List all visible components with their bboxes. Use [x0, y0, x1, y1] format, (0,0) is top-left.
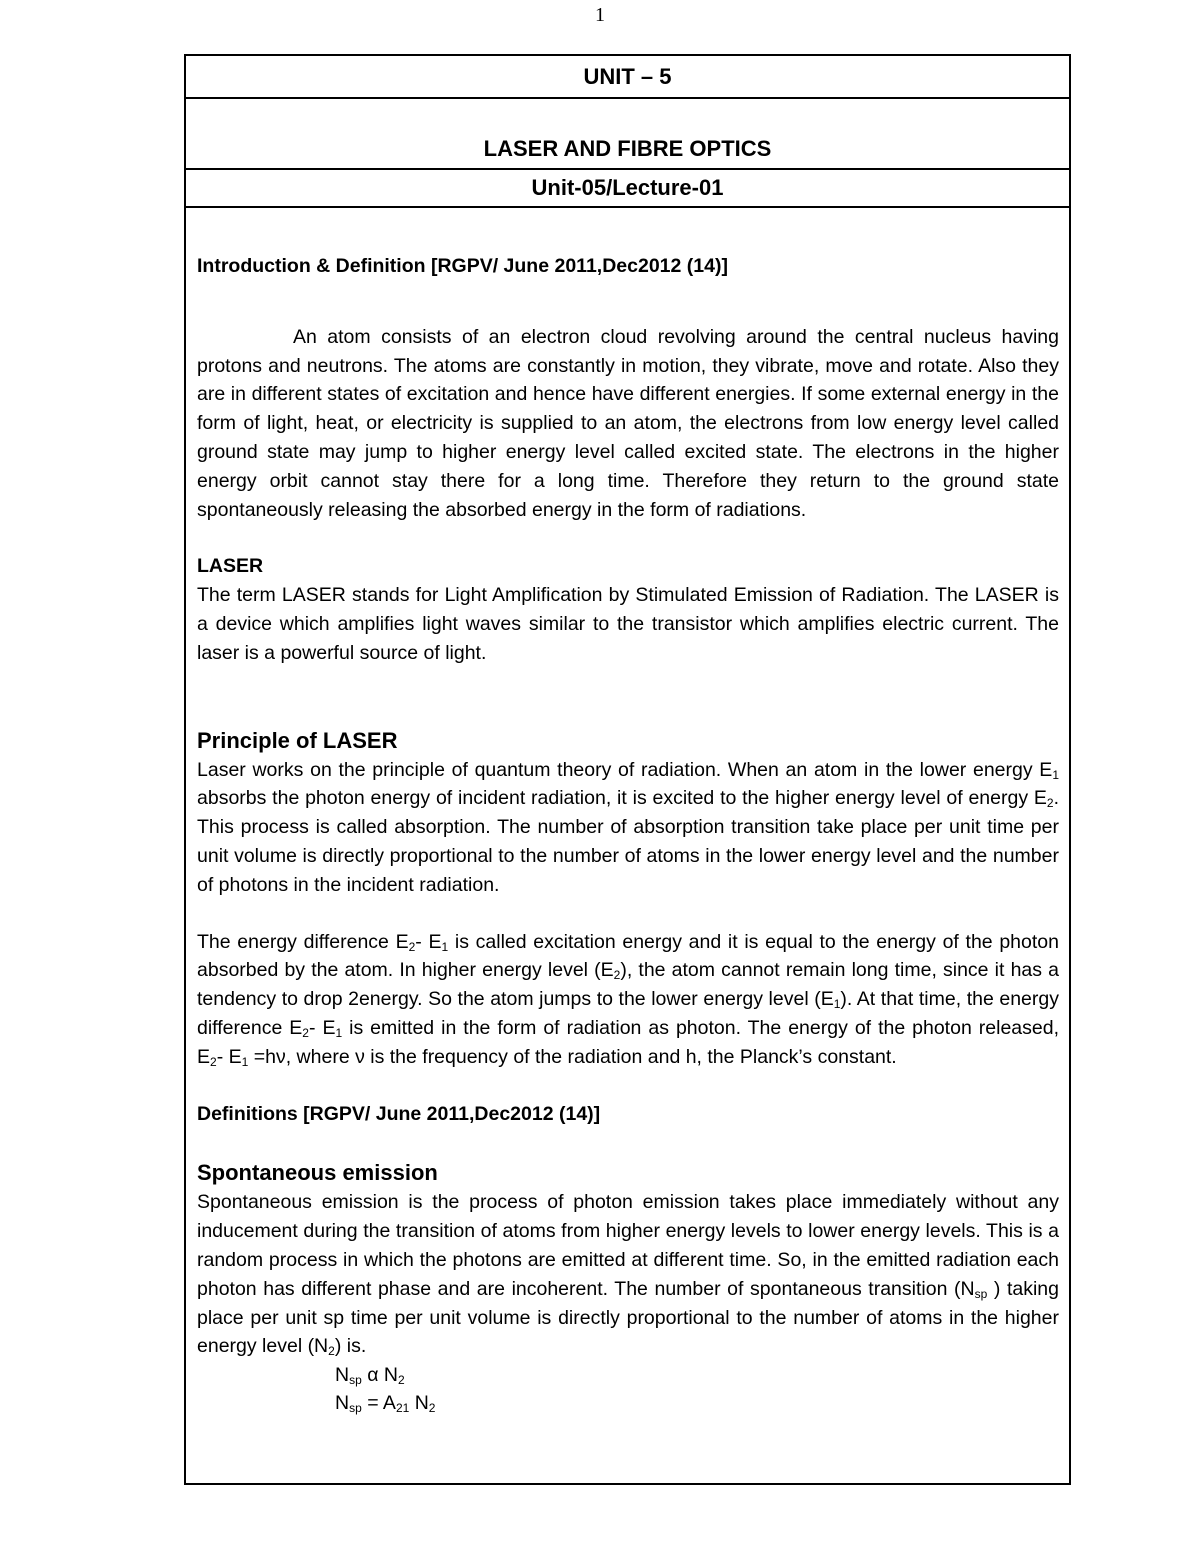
p2-s6: - E: [308, 1016, 336, 1039]
p2-s7-sub: 2: [210, 1054, 217, 1069]
formula-equation: [197, 1389, 1059, 1417]
f1-n: N: [335, 1364, 350, 1387]
spontaneous-paragraph: [197, 1188, 1059, 1361]
p2-s2-sub: 1: [441, 939, 449, 954]
p2-s8-sub: 1: [241, 1054, 249, 1069]
p1-sub-b: 2: [1046, 796, 1054, 811]
p2-s4-sub: 1: [833, 997, 841, 1012]
p2-s4: ), the atom cannot remain long time, since it has a tendency to drop 2energy. So the atom jumps to the lower energy level (E: [197, 959, 1059, 1011]
sp-text-c: ) is.: [334, 1335, 367, 1358]
page-number: 1: [595, 4, 605, 26]
principle-heading: Principle of LASER: [197, 727, 398, 753]
f2-n: N: [335, 1392, 350, 1415]
chapter-title: LASER AND FIBRE OPTICS: [186, 99, 1069, 170]
p2-s5: ). At that time, the energy difference E: [197, 988, 1059, 1039]
p1-sub-a: 1: [1052, 767, 1059, 782]
p2-s9: =hν, where ν is the frequency of the radiation and h, the Planck’s constant.: [248, 1045, 897, 1068]
p2-s1: The energy difference E: [197, 930, 409, 953]
p2-s3-sub: 2: [613, 968, 621, 983]
p2-s1-sub: 2: [408, 939, 416, 954]
p2-s8: - E: [216, 1045, 242, 1068]
f1-rel: α N: [361, 1364, 398, 1387]
p2-s5-sub: 2: [302, 1025, 309, 1040]
f2-tail-sub: 2: [428, 1401, 436, 1416]
p1-text-b: absorbs the photon energy of incident radiation, it is excited to the higher energy level of energy E: [197, 787, 1047, 810]
sp-text-a: Spontaneous emission is the process of photon emission takes place immediately without any inducement during the transition of atoms from higher energy levels to lower energy levels. This is a random process in which the photons are emitted at different time. So, in the emitted radiation each photon has different phase and are incoherent. The number of spontaneous transition (N: [197, 1191, 1059, 1300]
laser-heading: LASER: [197, 555, 264, 578]
laser-paragraph: The term LASER stands for Light Amplification by Stimulated Emission of Radiation. The LASER is a device which amplifies light waves similar to the transistor which amplifies electric current. The laser is a powerful source of light.: [197, 584, 1059, 664]
lecture-label: Unit-05/Lecture-01: [186, 170, 1069, 208]
f2-tail: N: [409, 1392, 429, 1415]
spontaneous-heading: Spontaneous emission: [197, 1160, 438, 1186]
sp-text-b: ) taking place per unit sp time per unit volume is directly proportional to the number of atoms in the higher energy level (N: [197, 1277, 1059, 1358]
content-body: [186, 208, 1069, 1417]
p2-s2: - E: [415, 930, 442, 953]
f2-eq-sub: 21: [395, 1401, 410, 1416]
intro-heading: Introduction & Definition [RGPV/ June 2011,Dec2012 (14)]: [197, 255, 728, 277]
principle-paragraph-2: [197, 928, 1059, 1072]
unit-heading: UNIT – 5: [186, 56, 1069, 99]
f2-eq: = A: [361, 1392, 396, 1415]
f1-n-sub: sp: [349, 1373, 362, 1388]
f2-n-sub: sp: [349, 1401, 362, 1416]
document-frame: [184, 54, 1071, 1485]
principle-paragraph-1: [197, 756, 1059, 900]
p1-text-a: Laser works on the principle of quantum theory of radiation. When an atom in the lower energy E: [197, 758, 1053, 781]
sp-sub-b: 2: [328, 1344, 335, 1359]
p2-s6-sub: 1: [335, 1025, 343, 1040]
p2-s7: is emitted in the form of radiation as photon. The energy of the photon released, E: [197, 1016, 1059, 1068]
intro-paragraph: An atom consists of an electron cloud revolving around the central nucleus having protons and neutrons. The atoms are constantly in motion, they vibrate, move and rotate. Also they are in different states of excitation and hence have different energies. If some external energy in the form of light, heat, or electricity is supplied to an atom, the electrons from low energy level called ground state may jump to higher energy level called excited state. The electrons in the higher energy orbit cannot stay there for a long time. Therefore they return to the ground state spontaneously releasing the absorbed energy in the form of radiations.: [197, 325, 1059, 521]
formula-proportional: [197, 1361, 1059, 1389]
p1-text-c: . This process is called absorption. The number of absorption transition take place per unit time per unit volume is directly proportional to the number of atoms in the lower energy level and the number of photons in the incident radiation.: [197, 787, 1059, 896]
sp-sub-a: sp: [974, 1286, 988, 1301]
p2-s3: is called excitation energy and it is equal to the energy of the photon absorbed by the atom. In higher energy level (E: [197, 930, 1059, 982]
f1-rel-sub: 2: [397, 1373, 405, 1388]
definitions-heading: Definitions [RGPV/ June 2011,Dec2012 (14)]: [197, 1102, 601, 1125]
